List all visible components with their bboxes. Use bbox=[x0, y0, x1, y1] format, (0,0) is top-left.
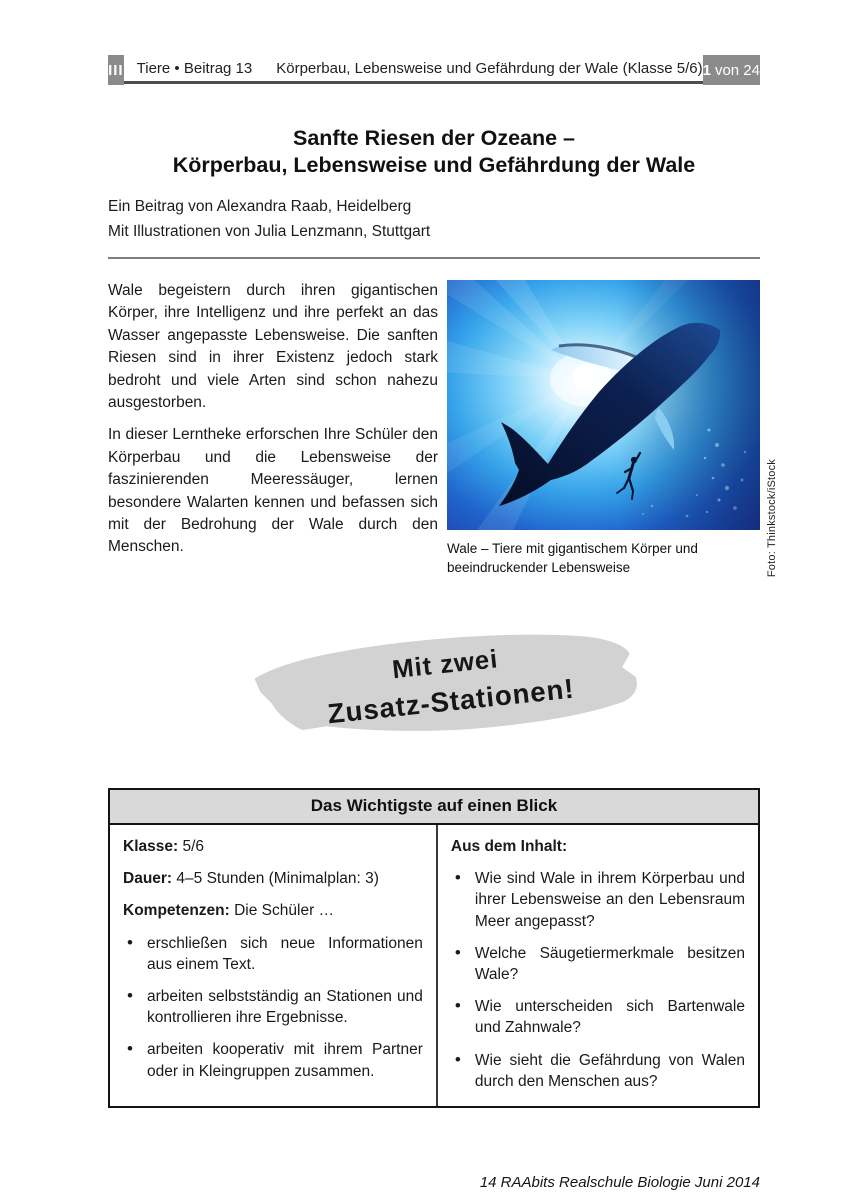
list-item: • Wie unterscheiden sich Bartenwale und Zahnwale? bbox=[451, 996, 745, 1038]
bylines bbox=[108, 194, 760, 244]
banner-line-1: Mit zwei bbox=[391, 645, 500, 685]
banner-line-2: Zusatz-Stationen! bbox=[326, 672, 576, 730]
figure-column bbox=[447, 280, 778, 577]
content-heading: Aus dem Inhalt: bbox=[450, 838, 568, 855]
section-label: III bbox=[108, 61, 124, 79]
footer-imprint: 14 RAAbits Realschule Biologie Juni 2014 bbox=[479, 1174, 760, 1192]
horizontal-divider bbox=[108, 257, 760, 259]
fact-kompetenzen: Kompetenzen: Die Schüler … bbox=[123, 902, 335, 920]
section-tab bbox=[108, 55, 124, 85]
overview-right-cell bbox=[438, 825, 758, 1106]
title-line-1: Sanfte Riesen der Ozeane – bbox=[293, 126, 575, 150]
list-item: • arbeiten selbstständig an Stationen und kontrollieren ihre Ergebnisse. bbox=[123, 986, 423, 1028]
page-total: von 24 bbox=[714, 61, 760, 79]
photo-credit: Foto: Thinkstock/iStock bbox=[766, 458, 778, 577]
header-series: Tiere • Beitrag 13 bbox=[136, 60, 253, 77]
overview-table bbox=[108, 788, 760, 1108]
overview-table-title: Das Wichtigste auf einen Blick bbox=[110, 790, 758, 825]
byline-author: Ein Beitrag von Alexandra Raab, Heidelberg bbox=[108, 198, 412, 215]
list-item: • arbeiten kooperativ mit ihrem Partner oder in Kleingruppen zusammen. bbox=[123, 1039, 423, 1081]
overview-left-cell bbox=[110, 825, 438, 1106]
fact-dauer: Dauer: 4–5 Stunden (Minimalplan: 3) bbox=[123, 870, 379, 888]
intro-text-column bbox=[108, 280, 438, 577]
list-item: • Wie sieht die Gefährdung von Walen durch den Menschen aus? bbox=[451, 1050, 745, 1092]
list-item: • Wie sind Wale in ihrem Körperbau und ihrer Lebensweise an den Lebensraum Meer angepasst? bbox=[451, 868, 745, 932]
intro-paragraph-1: Wale begeistern durch ihren gigantischen Körper, ihre Intelligenz und ihre perfekt an das Wasser angepasste Lebensweise. Die sanften Riesen sind in ihrer Existenz jedoch stark bedroht und viele Arten sind schon nahezu ausgestorben. bbox=[108, 282, 438, 412]
extra-stations-banner bbox=[245, 623, 645, 738]
header-texts bbox=[137, 55, 703, 82]
page-number: 1 bbox=[702, 61, 711, 79]
list-item: • erschließen sich neue Informationen aus einem Text. bbox=[123, 933, 423, 975]
fact-klasse: Klasse: 5/6 bbox=[123, 838, 205, 855]
header-topic: Körperbau, Lebensweise und Gefährdung der Wale (Klasse 5/6) bbox=[276, 60, 703, 77]
byline-illustrator: Mit Illustrationen von Julia Lenzmann, Stuttgart bbox=[108, 223, 431, 240]
page-header bbox=[108, 55, 760, 85]
content-question-list bbox=[451, 868, 745, 1092]
page-number-badge bbox=[703, 55, 760, 85]
competence-list bbox=[123, 933, 423, 1082]
figure-caption: Wale – Tiere mit gigantischem Körper und beeindruckender Lebensweise bbox=[447, 541, 698, 575]
page-title bbox=[108, 125, 760, 179]
title-line-2: Körperbau, Lebensweise und Gefährdung der Wale bbox=[172, 153, 696, 177]
list-item: • Welche Säugetiermerkmale besitzen Wale? bbox=[451, 943, 745, 985]
whale-photo bbox=[447, 280, 760, 530]
intro-paragraph-2: In dieser Lerntheke erforschen Ihre Schüler den Körperbau und die Lebensweise der faszinierenden Meeressäuger, lernen besondere Walarten kennen und befassen sich mit der Bedrohung der Wale durch den Menschen. bbox=[108, 426, 438, 556]
intro-section bbox=[108, 280, 778, 577]
